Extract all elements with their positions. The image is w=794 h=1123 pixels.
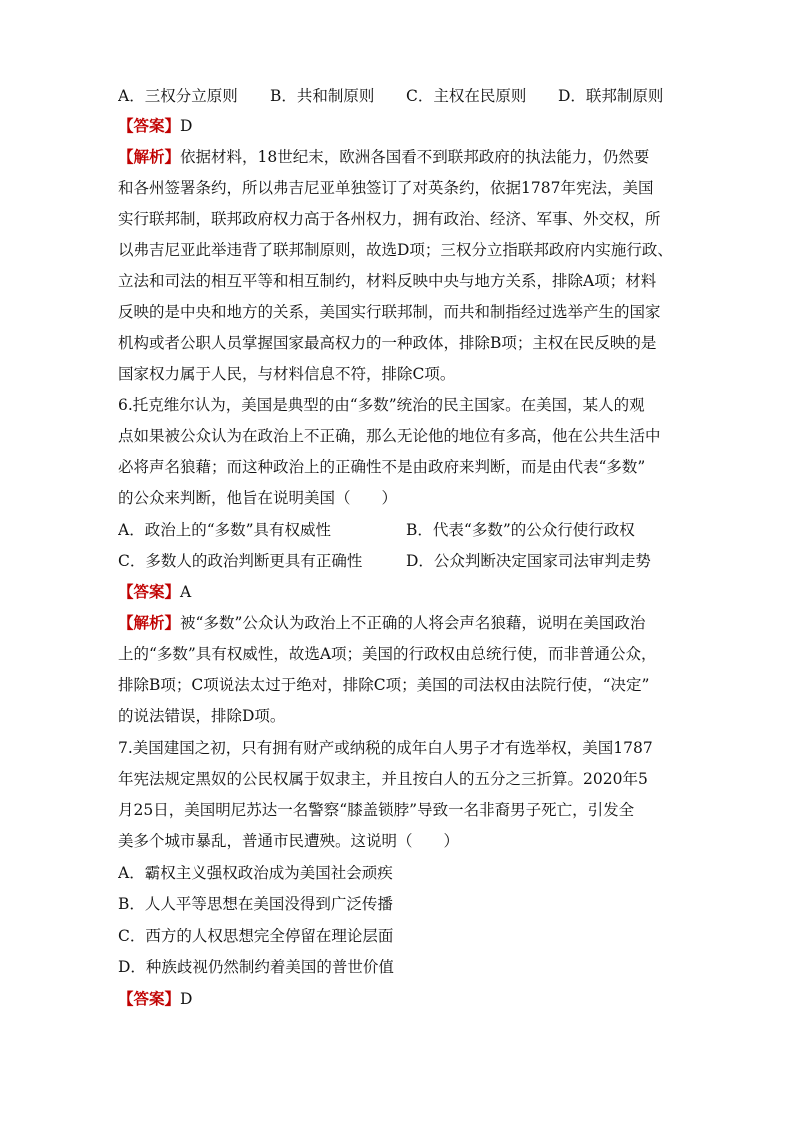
q6-options-row-1 xyxy=(118,520,678,540)
q7-question-line: 美多个城市暴乱，普通市民遭殃。这说明（ ） xyxy=(118,832,460,850)
q6-analysis-line: 排除B项；C项说法太过于绝对，排除C项；美国的司法权由法院行使，“决定” xyxy=(118,676,650,694)
answer-tag: 【答案】 xyxy=(118,582,181,601)
q6-question-line: 6.托克维尔认为，美国是典型的由“多数”统治的民主国家。在美国，某人的观 xyxy=(118,396,645,414)
answer-tag: 【答案】 xyxy=(118,989,181,1008)
q6-question-line: 的公众来判断，他旨在说明美国（ ） xyxy=(118,489,398,507)
q5-analysis-line: 立法和司法的相互平等和相互制约，材料反映中央与地方关系，排除A项；材料 xyxy=(118,272,657,290)
q7-question-line: 月25日，美国明尼苏达一名警察“膝盖锁脖”导致一名非裔男子死亡，引发全 xyxy=(118,801,635,819)
q5-option-d: D．联邦制原则 xyxy=(558,87,664,105)
analysis-tag: 【解析】 xyxy=(118,147,181,166)
q6-question-line: 点如果被公众认为在政治上不正确，那么无论他的地位有多高，他在公共生活中 xyxy=(118,427,661,445)
q5-analysis-line: 实行联邦制，联邦政府权力高于各州权力，拥有政治、经济、军事、外交权，所 xyxy=(118,210,661,228)
q7-option-d: D．种族歧视仍然制约着美国的普世价值 xyxy=(118,958,394,976)
q5-analysis-line: 和各州签署条约，所以弗吉尼亚单独签订了对英条约，依据1787年宪法，美国 xyxy=(118,179,654,197)
analysis-tag: 【解析】 xyxy=(118,613,181,632)
q5-answer-line xyxy=(118,116,678,136)
q5-analysis-line: 反映的是中央和地方的关系，美国实行联邦制，而共和制指经过选举产生的国家 xyxy=(118,303,661,321)
q6-answer: A xyxy=(180,583,192,601)
q7-answer-line xyxy=(118,989,678,1009)
q6-answer-line xyxy=(118,582,678,602)
q5-analysis-line xyxy=(118,147,678,167)
q5-analysis-line: 机构或者公职人员掌握国家最高权力的一种政体，排除B项；主权在民反映的是 xyxy=(118,334,657,352)
q6-option-a: A．政治上的“多数”具有权威性 xyxy=(118,521,332,539)
q6-options-row-2 xyxy=(118,551,678,571)
q5-option-b: B．共和制原则 xyxy=(270,87,375,105)
q6-option-c: C．多数人的政治判断更具有正确性 xyxy=(118,552,363,570)
q5-option-a: A．三权分立原则 xyxy=(118,87,238,105)
q7-answer: D xyxy=(180,990,193,1008)
q5-options xyxy=(118,86,678,106)
q7-question-line: 7.美国建国之初，只有拥有财产或纳税的成年白人男子才有选举权，美国1787 xyxy=(118,739,653,757)
q6-analysis-text: 被“多数”公众认为政治上不正确的人将会声名狼藉，说明在美国政治 xyxy=(180,614,646,632)
q6-option-d: D．公众判断决定国家司法审判走势 xyxy=(406,552,651,570)
q7-option-c: C．西方的人权思想完全停留在理论层面 xyxy=(118,927,394,945)
q6-analysis-line: 上的“多数”具有权威性，故选A项；美国的行政权由总统行使，而非普通公众， xyxy=(118,645,657,663)
answer-tag: 【答案】 xyxy=(118,116,181,135)
q5-answer: D xyxy=(180,117,193,135)
q5-analysis-text: 依据材料，18世纪末，欧洲各国看不到联邦政府的执法能力，仍然要 xyxy=(180,148,650,166)
q6-question-line: 必将声名狼藉；而这种政治上的正确性不是由政府来判断，而是由代表“多数” xyxy=(118,458,646,476)
q7-option-b: B．人人平等思想在美国没得到广泛传播 xyxy=(118,895,393,913)
q5-analysis-line: 国家权力属于人民，与材料信息不符，排除C项。 xyxy=(118,365,456,383)
q5-analysis-line: 以弗吉尼亚此举违背了联邦制原则，故选D项；三权分立指联邦政府内实施行政、 xyxy=(118,241,673,259)
q6-analysis-line: 的说法错误，排除D项。 xyxy=(118,707,286,725)
q5-option-c: C．主权在民原则 xyxy=(406,87,527,105)
q6-analysis-line xyxy=(118,613,678,633)
q7-option-a: A．霸权主义强权政治成为美国社会顽疾 xyxy=(118,864,393,882)
q7-question-line: 年宪法规定黑奴的公民权属于奴隶主，并且按白人的五分之三折算。2020年5 xyxy=(118,770,648,788)
q6-option-b: B．代表“多数”的公众行使行政权 xyxy=(406,521,635,539)
